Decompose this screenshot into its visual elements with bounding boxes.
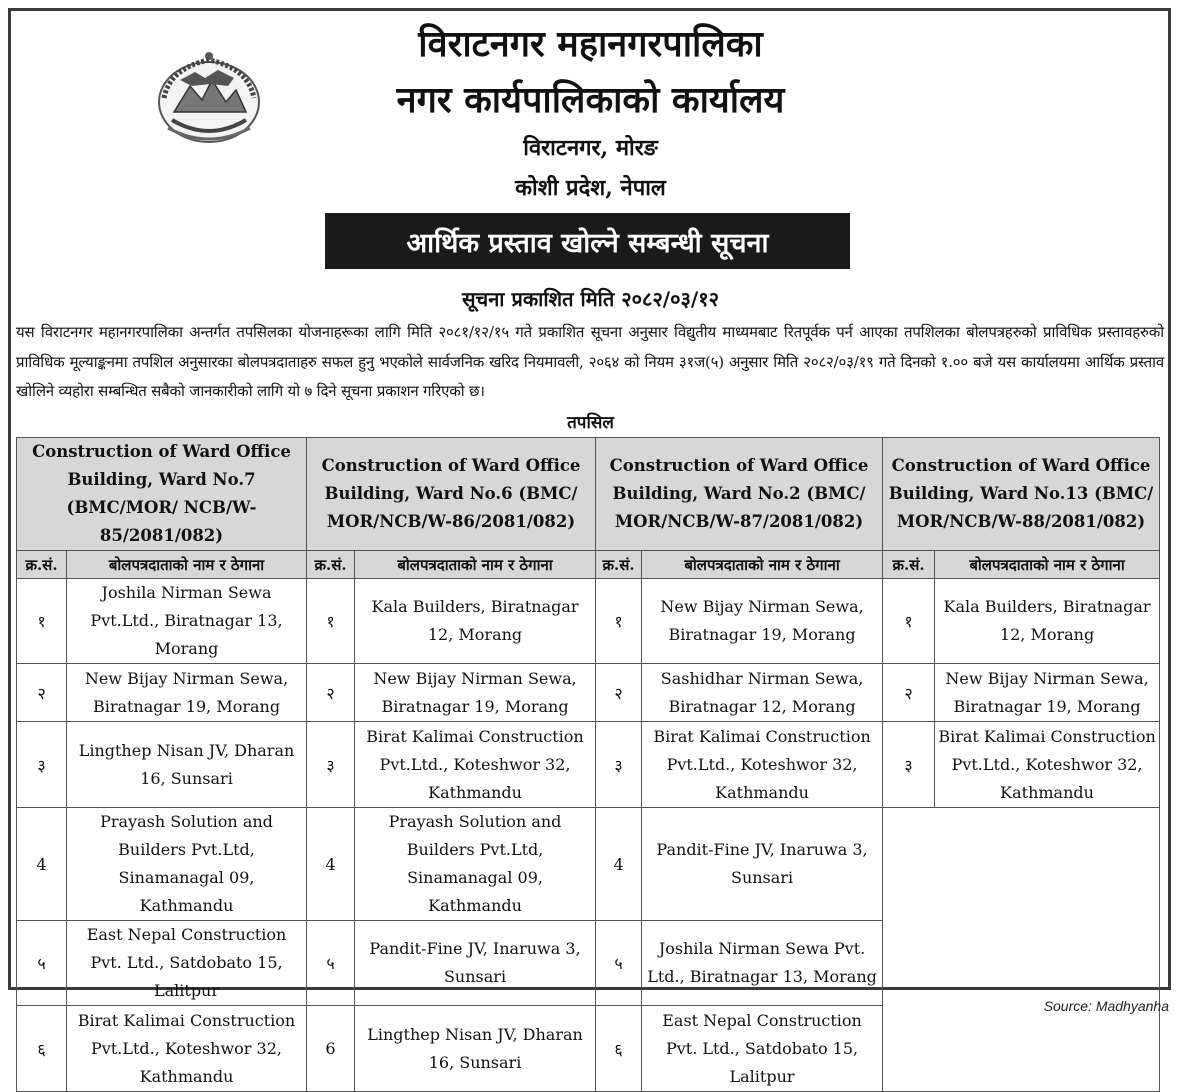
- notice-banner-text: आर्थिक प्रस्ताव खोल्ने सम्बन्धी सूचना: [406, 227, 769, 259]
- table-row: [17, 579, 1160, 664]
- bidder-cell: Prayash Solution and Builders Pvt.Ltd, Sinamanagal 09, Kathmandu: [355, 808, 596, 921]
- notice-body: यस विराटनगर महानगरपालिका अन्तर्गत तपसिलका योजनाहरूका लागि मिति २०८१/१२/१५ गते प्रकाशित सूचना अनुसार विद्युतीय माध्यमबाट रितपूर्वक पर्न आएका तपशिलका बोलपत्रहरुको प्राविधिक प्रस्तावहरुको प्राविधिक मूल्याङ्कनमा तपशिल अनुसारका बोलपत्रदाताहरु सफल हुनु भएकोले सार्वजनिक खरिद नियमावली, २०६४ को नियम ३१ज(५) अनुसार मिति २०८२/०३/१९ गते दिनको १.०० बजे यस कार्यालयमा आर्थिक प्रस्ताव खोलिने व्यहोरा सम्बन्धित सबैको जानकारीको लागि यो ७ दिने सूचना प्रकाशन गरिएको छ।: [16, 323, 1164, 400]
- address-line-city: विराटनगर, मोरङ: [523, 135, 658, 161]
- bidder-cell: Pandit-Fine JV, Inaruwa 3, Sunsari: [355, 921, 596, 1006]
- group-title: Construction of Ward Office Building, Ward No.13 (BMC/ MOR/NCB/W-88/2081/082): [883, 438, 1160, 551]
- notice-banner: [325, 213, 850, 269]
- bidder-cell: Kala Builders, Biratnagar 12, Morang: [355, 579, 596, 664]
- bidder-cell: New Bijay Nirman Sewa, Biratnagar 19, Morang: [67, 664, 307, 722]
- title-municipality: विराटनगर महानगरपालिका: [418, 23, 763, 65]
- sn-cell: १: [307, 579, 355, 664]
- bidder-cell: Joshila Nirman Sewa Pvt.Ltd., Biratnagar 13, Morang: [67, 579, 307, 664]
- sn-cell: १: [17, 579, 67, 664]
- bidder-cell: Joshila Nirman Sewa Pvt. Ltd., Biratnagar 13, Morang: [642, 921, 883, 1006]
- source-credit: Source: Madhyanha: [1043, 998, 1169, 1014]
- sn-cell: 4: [17, 808, 67, 921]
- sn-cell: ३: [307, 722, 355, 808]
- table-row: [17, 664, 1160, 722]
- bidder-header: बोलपत्रदाताको नाम र ठेगाना: [67, 551, 307, 579]
- sn-cell: ५: [307, 921, 355, 1006]
- sn-cell: २: [596, 664, 642, 722]
- sn-header: क्र.सं.: [17, 551, 67, 579]
- sn-header: क्र.सं.: [596, 551, 642, 579]
- group-title-row: [17, 438, 1160, 551]
- bidder-cell: Birat Kalimai Construction Pvt.Ltd., Koteshwor 32, Kathmandu: [355, 722, 596, 808]
- bidder-cell: Birat Kalimai Construction Pvt.Ltd., Koteshwor 32, Kathmandu: [67, 1006, 307, 1092]
- sn-cell: ६: [596, 1006, 642, 1092]
- sn-cell: १: [596, 579, 642, 664]
- bidder-cell: Birat Kalimai Construction Pvt.Ltd., Koteshwor 32, Kathmandu: [642, 722, 883, 808]
- table-row: [17, 722, 1160, 808]
- bidder-cell: East Nepal Construction Pvt. Ltd., Satdobato 15, Lalitpur: [67, 921, 307, 1006]
- sn-cell: ६: [17, 1006, 67, 1092]
- bidder-header: बोलपत्रदाताको नाम र ठेगाना: [355, 551, 596, 579]
- column-header-row: [17, 551, 1160, 579]
- bidder-cell: Sashidhar Nirman Sewa, Biratnagar 12, Morang: [642, 664, 883, 722]
- bidder-cell: Prayash Solution and Builders Pvt.Ltd, Sinamanagal 09, Kathmandu: [67, 808, 307, 921]
- bidder-header: बोलपत्रदाताको नाम र ठेगाना: [935, 551, 1160, 579]
- sn-cell: २: [17, 664, 67, 722]
- bidder-cell: Kala Builders, Biratnagar 12, Morang: [935, 579, 1160, 664]
- bidders-table: [16, 437, 1160, 1092]
- title-office: नगर कार्यपालिकाको कार्यालय: [396, 79, 785, 121]
- table-row: [17, 808, 1160, 921]
- sn-cell: ३: [17, 722, 67, 808]
- published-date: सूचना प्रकाशित मिति २०८२/०३/१२: [461, 287, 720, 311]
- address-line-province: कोशी प्रदेश, नेपाल: [515, 175, 666, 201]
- schedule-label: तपसिल: [567, 413, 614, 433]
- bidder-header: बोलपत्रदाताको नाम र ठेगाना: [642, 551, 883, 579]
- sn-cell: ५: [596, 921, 642, 1006]
- sn-cell: ३: [596, 722, 642, 808]
- bidder-cell: Lingthep Nisan JV, Dharan 16, Sunsari: [67, 722, 307, 808]
- group-title: Construction of Ward Office Building, Ward No.6 (BMC/ MOR/NCB/W-86/2081/082): [307, 438, 596, 551]
- group-title: Construction of Ward Office Building, Ward No.7 (BMC/MOR/ NCB/W-85/2081/082): [17, 438, 307, 551]
- sn-header: क्र.सं.: [883, 551, 935, 579]
- empty-cell: [883, 808, 1160, 1092]
- sn-cell: ५: [17, 921, 67, 1006]
- bidder-cell: East Nepal Construction Pvt. Ltd., Satdobato 15, Lalitpur: [642, 1006, 883, 1092]
- sn-cell: 4: [307, 808, 355, 921]
- sn-cell: १: [883, 579, 935, 664]
- sn-cell: २: [883, 664, 935, 722]
- bidder-cell: Pandit-Fine JV, Inaruwa 3, Sunsari: [642, 808, 883, 921]
- bidder-cell: New Bijay Nirman Sewa, Biratnagar 19, Morang: [642, 579, 883, 664]
- group-title: Construction of Ward Office Building, Ward No.2 (BMC/ MOR/NCB/W-87/2081/082): [596, 438, 883, 551]
- sn-cell: ३: [883, 722, 935, 808]
- bidder-cell: New Bijay Nirman Sewa, Biratnagar 19, Morang: [935, 664, 1160, 722]
- bidder-cell: Birat Kalimai Construction Pvt.Ltd., Koteshwor 32, Kathmandu: [935, 722, 1160, 808]
- sn-cell: 6: [307, 1006, 355, 1092]
- sn-header: क्र.सं.: [307, 551, 355, 579]
- bidder-cell: New Bijay Nirman Sewa, Biratnagar 19, Morang: [355, 664, 596, 722]
- sn-cell: २: [307, 664, 355, 722]
- sn-cell: 4: [596, 808, 642, 921]
- bidder-cell: Lingthep Nisan JV, Dharan 16, Sunsari: [355, 1006, 596, 1092]
